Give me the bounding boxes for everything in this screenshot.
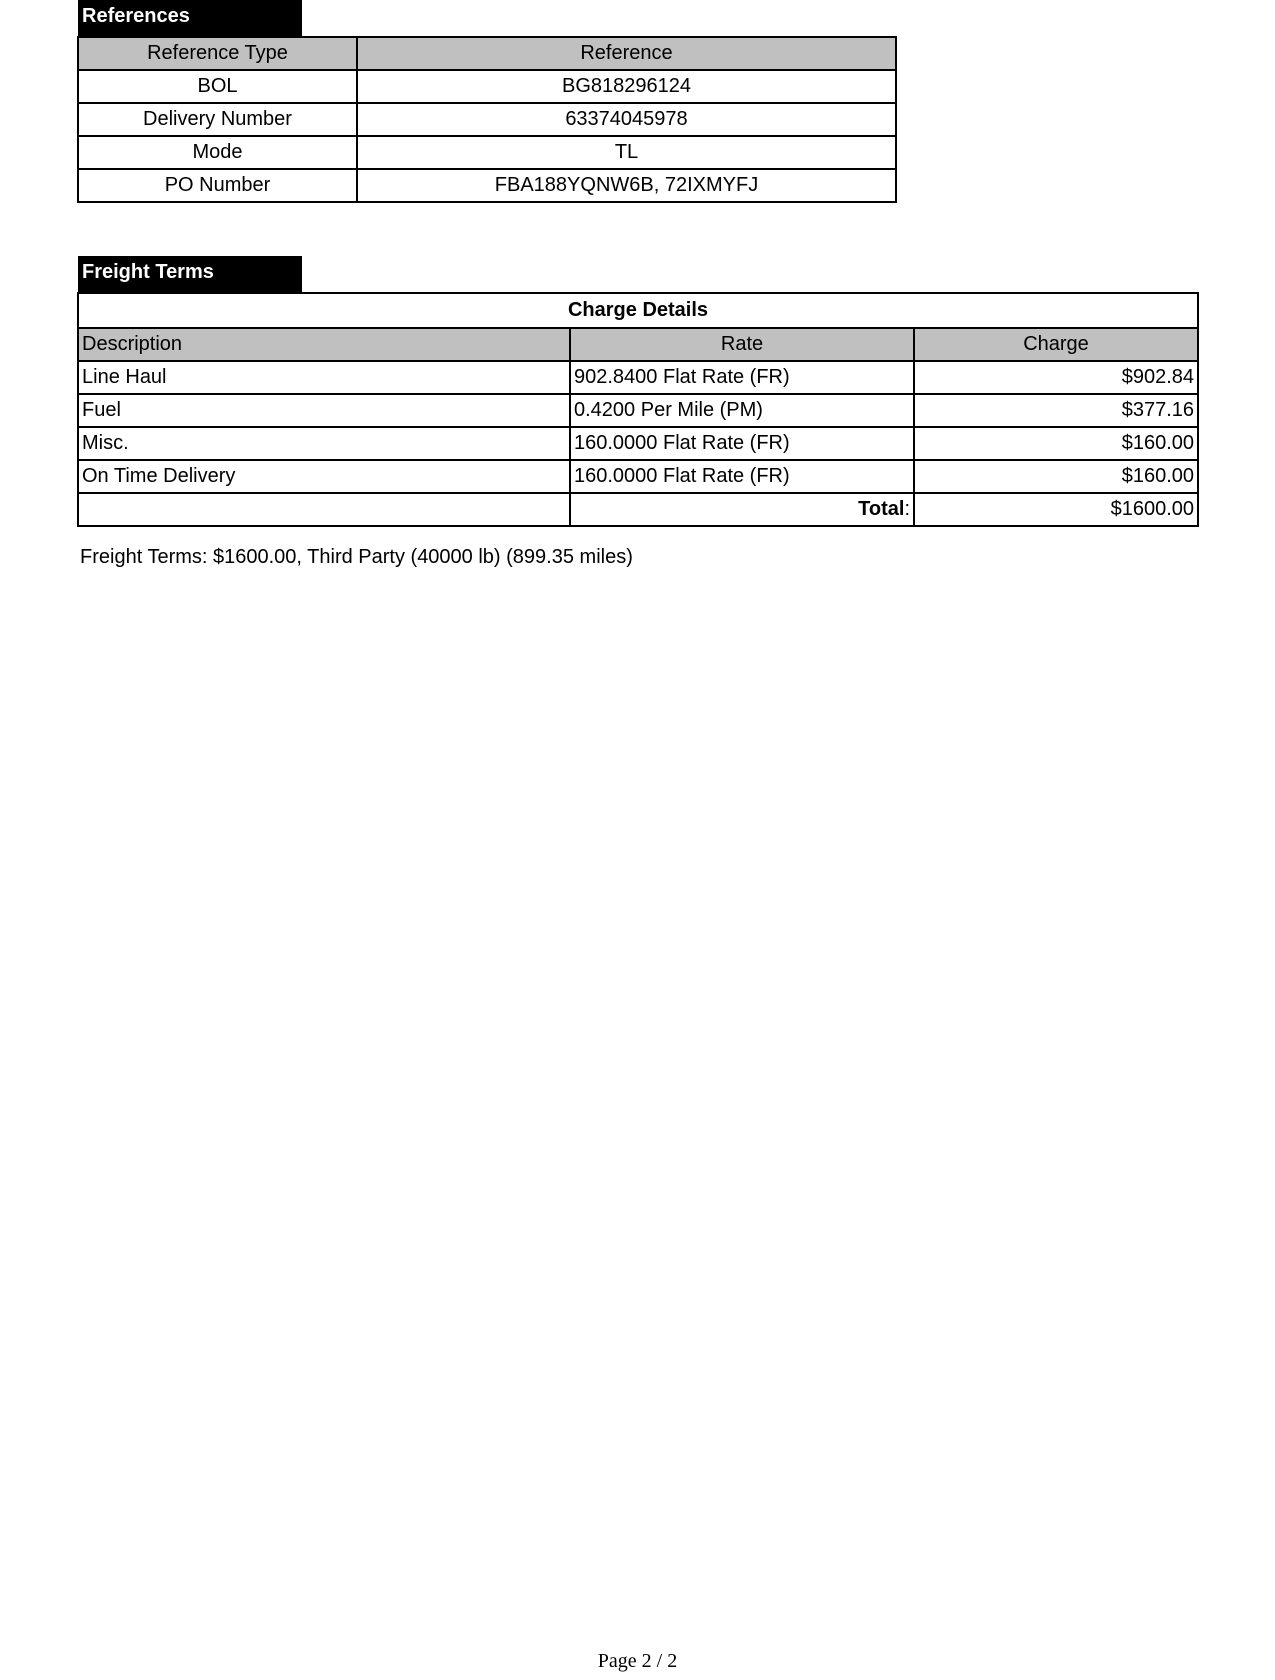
charge-details-title-row bbox=[78, 293, 1198, 328]
table-row bbox=[78, 427, 1198, 460]
page-number: Page 2 / 2 bbox=[597, 1650, 678, 1672]
table-row bbox=[78, 70, 896, 103]
header-charge: Charge bbox=[914, 328, 1198, 361]
rate-cell: 160.0000 Flat Rate (FR) bbox=[570, 460, 914, 493]
reference-type-cell: PO Number bbox=[78, 169, 357, 202]
reference-value-cell: TL bbox=[357, 136, 896, 169]
table-row bbox=[78, 394, 1198, 427]
references-header-row bbox=[78, 37, 896, 70]
table-row bbox=[78, 169, 896, 202]
table-row bbox=[78, 136, 896, 169]
charge-cell: $377.16 bbox=[914, 394, 1198, 427]
header-reference: Reference bbox=[357, 37, 896, 70]
reference-value-cell: FBA188YQNW6B, 72IXMYFJ bbox=[357, 169, 896, 202]
charges-header-row bbox=[78, 328, 1198, 361]
total-value: $1600.00 bbox=[914, 493, 1198, 526]
charge-cell: $902.84 bbox=[914, 361, 1198, 394]
freight-terms-section-title: Freight Terms bbox=[78, 256, 302, 292]
rate-cell: 160.0000 Flat Rate (FR) bbox=[570, 427, 914, 460]
freight-terms-note: Freight Terms: $1600.00, Third Party (40000 lb) (899.35 miles) bbox=[80, 546, 633, 568]
total-label: Total bbox=[858, 498, 905, 520]
header-rate: Rate bbox=[570, 328, 914, 361]
description-cell: Fuel bbox=[78, 394, 570, 427]
charge-cell: $160.00 bbox=[914, 427, 1198, 460]
charge-details-table bbox=[77, 292, 1199, 527]
reference-type-cell: BOL bbox=[78, 70, 357, 103]
total-colon: : bbox=[904, 498, 910, 520]
rate-cell: 902.8400 Flat Rate (FR) bbox=[570, 361, 914, 394]
table-row bbox=[78, 361, 1198, 394]
header-description: Description bbox=[78, 328, 570, 361]
rate-cell: 0.4200 Per Mile (PM) bbox=[570, 394, 914, 427]
total-row bbox=[78, 493, 1198, 526]
total-empty-cell bbox=[78, 493, 570, 526]
description-cell: Line Haul bbox=[78, 361, 570, 394]
references-section-title: References bbox=[78, 0, 302, 36]
table-row bbox=[78, 103, 896, 136]
reference-type-cell: Mode bbox=[78, 136, 357, 169]
header-reference-type: Reference Type bbox=[78, 37, 357, 70]
charge-details-title: Charge Details bbox=[78, 293, 1198, 328]
reference-type-cell: Delivery Number bbox=[78, 103, 357, 136]
description-cell: Misc. bbox=[78, 427, 570, 460]
description-cell: On Time Delivery bbox=[78, 460, 570, 493]
table-row bbox=[78, 460, 1198, 493]
charge-cell: $160.00 bbox=[914, 460, 1198, 493]
reference-value-cell: 63374045978 bbox=[357, 103, 896, 136]
reference-value-cell: BG818296124 bbox=[357, 70, 896, 103]
references-table bbox=[77, 36, 897, 203]
total-label-cell bbox=[570, 493, 914, 526]
